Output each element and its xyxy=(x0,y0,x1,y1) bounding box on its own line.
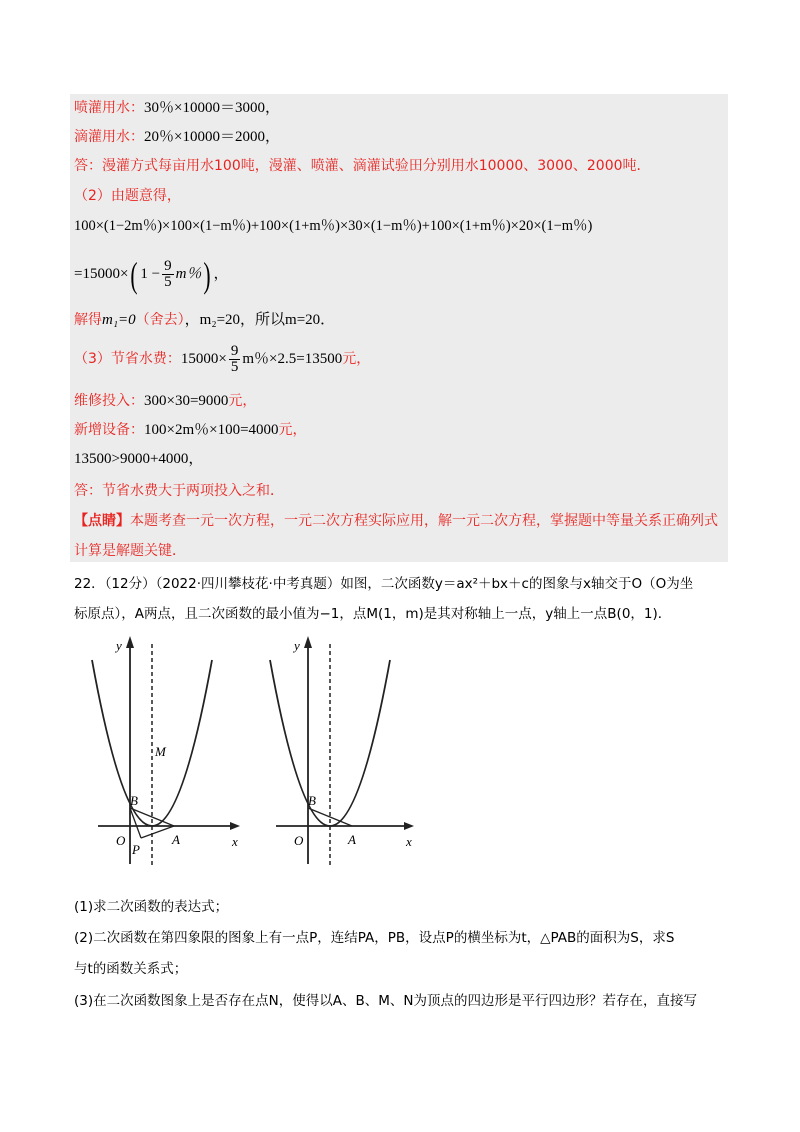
left-segment-pa xyxy=(141,826,174,838)
part3-expression: m％×2.5=13500 xyxy=(242,351,343,367)
answer-part3: 答：节省水费大于两项投入之和． xyxy=(74,483,284,499)
fraction-denominator: 5 xyxy=(164,274,172,291)
question-line1 xyxy=(74,573,693,595)
part3-line xyxy=(74,340,370,378)
right-paren: ) xyxy=(203,254,212,295)
part2-equation: 100×(1−2m％)×100×(1−m％)+100×(1+m％)×30×(1−m％)+100×(1+m％)×20×(1−m％) xyxy=(74,218,593,234)
left-paren: ( xyxy=(130,254,139,295)
comment-line2: 计算是解题关键． xyxy=(74,543,186,559)
left-label-p: P xyxy=(132,842,140,857)
solve-discard: （舍去） xyxy=(135,312,185,328)
part3-denominator: 5 xyxy=(230,358,239,375)
question-source: （2022·四川攀枝花·中考真题） xyxy=(155,576,341,592)
result-one: 1 − xyxy=(140,266,161,282)
question-number: 22． xyxy=(74,576,105,592)
spray-label: 喷灌用水： xyxy=(74,100,144,116)
question-score: （12分） xyxy=(104,576,156,592)
sub-question-3: (3)在二次函数图象上是否存在点N，使得以A、B、M、N为顶点的四边形是平行四边形？若存在，直接写 xyxy=(74,993,697,1009)
drip-line xyxy=(74,127,280,147)
solve-m2: ，m₂=20，所以m=20． xyxy=(184,312,336,328)
result-end: ， xyxy=(213,266,229,282)
right-segment-ba xyxy=(308,808,352,826)
drip-expression: 20％×10000＝2000， xyxy=(144,129,280,145)
right-graph-figure xyxy=(262,630,432,870)
result-coefficient: =15000× xyxy=(74,266,129,282)
part3-unit: 元， xyxy=(342,351,371,367)
comment-tag: 【点睛】 xyxy=(74,513,130,529)
right-x-arrow xyxy=(404,822,414,830)
part3-coefficient: 15000× xyxy=(180,351,227,367)
question-text1: 如图，二次函数y＝ax²＋bx＋c的图象与x轴交于O（O为坐 xyxy=(340,576,694,592)
left-x-arrow xyxy=(230,822,240,830)
right-y-arrow xyxy=(304,636,312,648)
left-label-y: y xyxy=(116,638,122,653)
equipment-label: 新增设备： xyxy=(74,422,144,438)
left-label-a: A xyxy=(172,832,180,847)
solve-m1: m₁=0 xyxy=(102,312,136,328)
solve-label: 解得 xyxy=(74,312,102,328)
sub-question-2-line1: (2)二次函数在第四象限的图象上有一点P，连结PA，PB，设点P的横坐标为t，△PAB的面积为S，求S xyxy=(74,930,675,946)
left-label-b: B xyxy=(130,793,138,808)
left-label-x: x xyxy=(232,834,238,849)
equipment-line xyxy=(74,420,307,440)
right-label-x: x xyxy=(406,834,412,849)
result-m-percent: m％ xyxy=(175,266,202,282)
solve-line xyxy=(74,310,335,330)
left-graph-figure xyxy=(84,630,254,870)
left-label-o: O xyxy=(116,833,126,848)
part2-equation-result xyxy=(74,254,229,294)
right-label-o: O xyxy=(294,833,304,848)
sub-question-1: (1)求二次函数的表达式； xyxy=(74,899,229,915)
sub-question-2-line2: 与t的函数关系式； xyxy=(74,961,188,977)
question-line2: 标原点），A两点，且二次函数的最小值为−1，点M(1，m)是其对称轴上一点，y轴上一点B(0，1)． xyxy=(74,606,672,622)
part2-heading: （2）由题意得， xyxy=(74,188,181,204)
repair-line xyxy=(74,391,256,411)
comment-text1: 本题考查一元一次方程，一元二次方程实际应用，解一元二次方程，掌握题中等量关系正确列式 xyxy=(130,513,718,529)
equipment-expression: 100×2m％×100=4000 xyxy=(144,422,279,438)
repair-expression: 300×30=9000 xyxy=(144,393,229,409)
right-label-a: A xyxy=(348,832,356,847)
part3-numerator: 9 xyxy=(230,342,239,359)
comment-line1 xyxy=(74,511,718,531)
drip-label: 滴灌用水： xyxy=(74,129,144,145)
repair-unit: 元， xyxy=(228,393,257,409)
repair-label: 维修投入： xyxy=(74,393,144,409)
right-label-b: B xyxy=(308,793,316,808)
answer-part1: 答：漫灌方式每亩用水100吨，漫灌、喷灌、滴灌试验田分别用水10000、3000、2000吨． xyxy=(74,158,651,174)
left-y-arrow xyxy=(126,636,134,648)
left-segment-ba xyxy=(130,808,174,826)
fraction-numerator: 9 xyxy=(164,258,172,275)
equipment-unit: 元， xyxy=(278,422,307,438)
left-label-m: M xyxy=(155,744,166,759)
part3-fraction xyxy=(229,344,241,375)
spray-line xyxy=(74,98,280,118)
part3-label: （3）节省水费： xyxy=(74,351,181,367)
spray-expression: 30％×10000＝3000， xyxy=(144,100,280,116)
comparison-line: 13500>9000+4000， xyxy=(74,451,204,467)
fraction-nine-fifths xyxy=(162,259,174,290)
right-label-y: y xyxy=(294,638,300,653)
